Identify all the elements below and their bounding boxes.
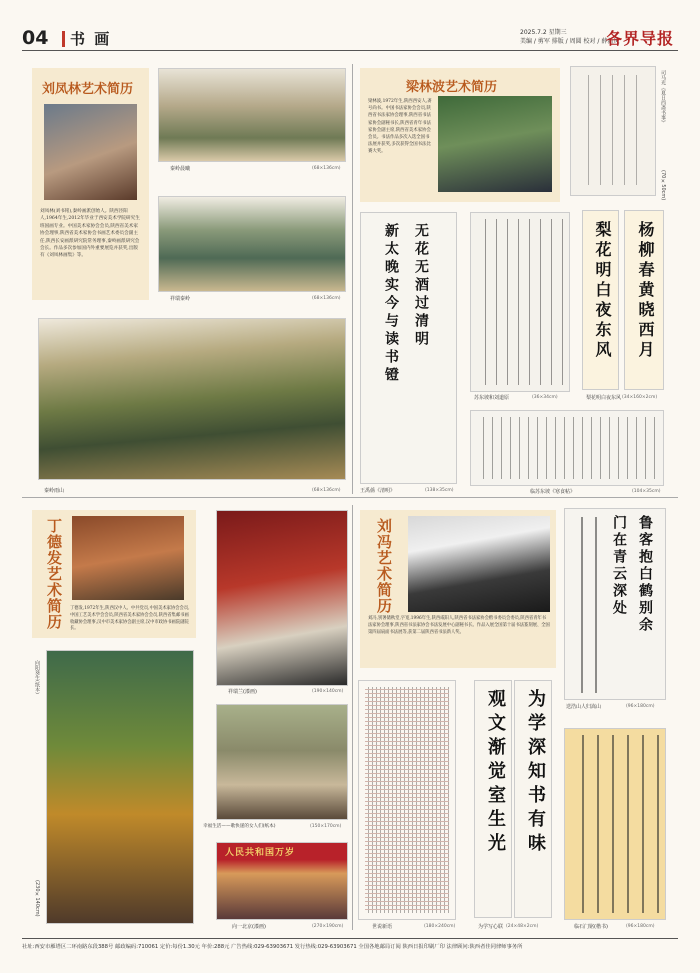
caption-sima-guang: 司马光《夏日西斋书事》 [660, 70, 666, 125]
artwork-sima-guang [570, 66, 656, 196]
ding-defa-portrait [72, 516, 184, 600]
caption-auspicious-qinling: 祥瑞秦岭 [170, 296, 191, 302]
artwork-shishuo-xinyu [358, 680, 456, 920]
dim-shishuo-xinyu: (180×240cm) [424, 924, 456, 929]
dim-qinling-dawn: (68×136cm) [312, 166, 341, 171]
issue-date: 2025.7.2 星期三 [520, 29, 567, 36]
script-texture [365, 687, 449, 913]
calligraphy-line-c: 鲁客抱白鹤别余 [637, 515, 653, 634]
artwork-sunflowers [46, 650, 194, 924]
dim-to-beijing: (270×190cm) [312, 924, 344, 929]
column-divider-top [352, 64, 353, 494]
caption-stone-gate: 临石门铭(楷书) [574, 924, 608, 930]
script-texture [579, 75, 647, 185]
artwork-cold-food-post [470, 410, 664, 486]
header-bar [62, 31, 65, 47]
artwork-to-beijing [216, 842, 348, 920]
header-meta [520, 28, 619, 46]
dim-sunflowers: (230×140cm) [34, 880, 40, 917]
dim-wang-yucheng: (138×35cm) [425, 488, 454, 493]
artwork-auspicious-qinling [158, 196, 346, 292]
page-number: 04 [22, 27, 49, 49]
artwork-wang-yucheng-qingming [360, 212, 457, 484]
artwork-happy-life [216, 704, 348, 820]
caption-qinling-rain-mountain: 秦岭雨山 [44, 488, 65, 494]
liu-fenglin-portrait [44, 104, 137, 200]
column-divider-bottom [352, 505, 353, 930]
dim-farewell-song: (96×180cm) [626, 704, 655, 709]
row-divider [22, 497, 678, 498]
caption-farewell-song: 送浩山人归嵩山 [566, 704, 602, 710]
caption-cold-food-post: 临苏东坡《寒食帖》 [530, 489, 576, 495]
artwork-willow [624, 210, 664, 390]
artwork-qinling-dawn [158, 68, 346, 162]
ding-defa-bio: 丁德发,1972年生,陕西汉中人。中共党员,中国美术家协会会员,中国工艺美术学会会员,陕西省美术家协会会员,陕西省集邮书画收藏协会理事,汉中市美术家协会副主席,汉中市政协书画院副院长。 [70, 606, 190, 632]
artwork-farewell-song [564, 508, 666, 700]
header-rule [22, 50, 678, 51]
dim-auspicious-cranes: (190×140cm) [312, 689, 344, 694]
liu-fenglin-bio: 刘凤林(刘书铭),秦岭画派创始人。陕西泾阳人,1964年生,2012年毕业于西安美术学院研究生班国画专业。中国美术家协会会员,陕西省美术家协会理事,陕西省美术家协会书画艺术委员会副主任,陕西长安画派研究院常务理事,秦岭画派研究会会长。作品多次参加国内外重要展览并获奖,出版有《刘凤林画集》等。 [40, 209, 140, 259]
liang-linbo-portrait [438, 96, 552, 192]
dim-willow-pear: (34×160×2cm) [622, 395, 658, 400]
calligraphy-line-c: 杨柳春黄晓西月 [636, 221, 655, 361]
calligraphy-line-d: 门在青云深处 [611, 515, 627, 617]
dim-happy-life: (150×170cm) [310, 824, 342, 829]
calligraphy-line-a: 新太晚实今与读书镫 [383, 223, 399, 385]
artwork-stone-gate-inscription [564, 728, 666, 920]
page-footer: 社址:西安市雁塔区二环南路东段388号 邮政编码:710061 定价:每份1.30元 年价:288元 广告热线:029-63903671 发行热线:029-63903671 全国各地邮局订阅 陕西日报印刷厂印 法律顾问:陕西者佳同律师事务所 [22, 938, 678, 950]
liu-fenglin-title: 刘凤林艺术简历 [42, 82, 134, 97]
dim-qinling-rain-mountain: (68×136cm) [312, 488, 341, 493]
caption-happy-life: 幸福生活——歌快递的女人们(纸本) [203, 824, 276, 829]
banner-slogan: 人民共和国万岁 [225, 848, 296, 858]
liang-linbo-bio: 梁林波,1972年生,陕西西安人,斋号尚书。中国书法家协会会员,陕西省书法家协会理事,陕西省书法家协会副秘书长,陕西省青年书法家协会副主席,陕西省美术家协会会员。书法作品多次入选全国书法展并获奖,多次获得全国书法比赛大奖。 [368, 99, 432, 155]
artwork-couplet-left [474, 680, 512, 918]
liang-linbo-panel [360, 68, 560, 202]
liu-feng-portrait [408, 516, 550, 612]
liang-linbo-title: 梁林波艺术简历 [406, 80, 498, 95]
script-texture [477, 417, 657, 479]
caption-auspicious-cranes: 祥瑞兰(漆画) [228, 689, 257, 695]
calligraphy-line-a: 为学深知书有味 [525, 689, 546, 857]
artwork-su-dongpo-liu-daoyuan [470, 212, 570, 392]
artwork-couplet-right [514, 680, 552, 918]
ding-defa-title: 丁德发艺术简历 [45, 518, 63, 630]
artwork-auspicious-cranes [216, 510, 348, 686]
liu-feng-panel [360, 510, 556, 668]
script-texture [571, 735, 659, 913]
caption-sunflowers: 向阳葵生(纸本) [34, 660, 40, 694]
liu-feng-bio: 刘冯,别署储秋堂,字宽,1996年生,陕西咸阳人,陕西省书法家协会楷书委员会委员,陕西省青年书法家协会理事,陕西省书法家协会书法发展中心副秘书长。作品入展全国第十届书法篆刻展、全国第四届扇面书法展等,获第二届陕西省书法新人奖。 [368, 616, 550, 635]
caption-to-beijing: 向一北京(漆画) [232, 924, 266, 930]
dim-stone-gate: (96×180cm) [626, 924, 655, 929]
newspaper-logo: 各界导报 [606, 29, 675, 48]
caption-wang-yucheng: 王禹偁《清明》 [360, 488, 396, 494]
editors-credit: 美编 / 剪军 排版 / 周圆 校对 / 薛新凤 [520, 38, 620, 45]
caption-shishuo-xinyu: 世说新语 [372, 924, 393, 930]
liu-fenglin-panel [32, 68, 149, 300]
caption-willow-pear: 梨花明白夜东风 [586, 395, 622, 401]
script-texture [571, 517, 605, 693]
artwork-pear-blossom [582, 210, 619, 390]
calligraphy-line-b: 无花无酒过清明 [413, 223, 429, 349]
caption-qinling-dawn: 秦岭晨曦 [170, 166, 191, 172]
dim-auspicious-qinling: (68×136cm) [312, 296, 341, 301]
dim-couplet: (24×48×2cm) [506, 924, 539, 929]
dim-sima-guang: (70×50cm) [660, 170, 666, 201]
ding-defa-panel [32, 510, 196, 638]
caption-couplet: 为学写心联 [478, 924, 504, 930]
section-title: 书 画 [70, 30, 112, 48]
calligraphy-line-d: 梨花明白夜东风 [593, 221, 612, 361]
script-texture [477, 219, 563, 385]
dim-cold-food-post: (104×35cm) [632, 489, 661, 494]
calligraphy-line-b: 观文渐觉室生光 [485, 689, 506, 857]
caption-su-dongpo-liu: 苏东坡和刘道原 [474, 395, 510, 401]
artwork-qinling-rain-mountain [38, 318, 346, 480]
liu-feng-title: 刘冯艺术简历 [375, 518, 393, 614]
dim-su-dongpo-liu: (36×34cm) [532, 395, 558, 400]
